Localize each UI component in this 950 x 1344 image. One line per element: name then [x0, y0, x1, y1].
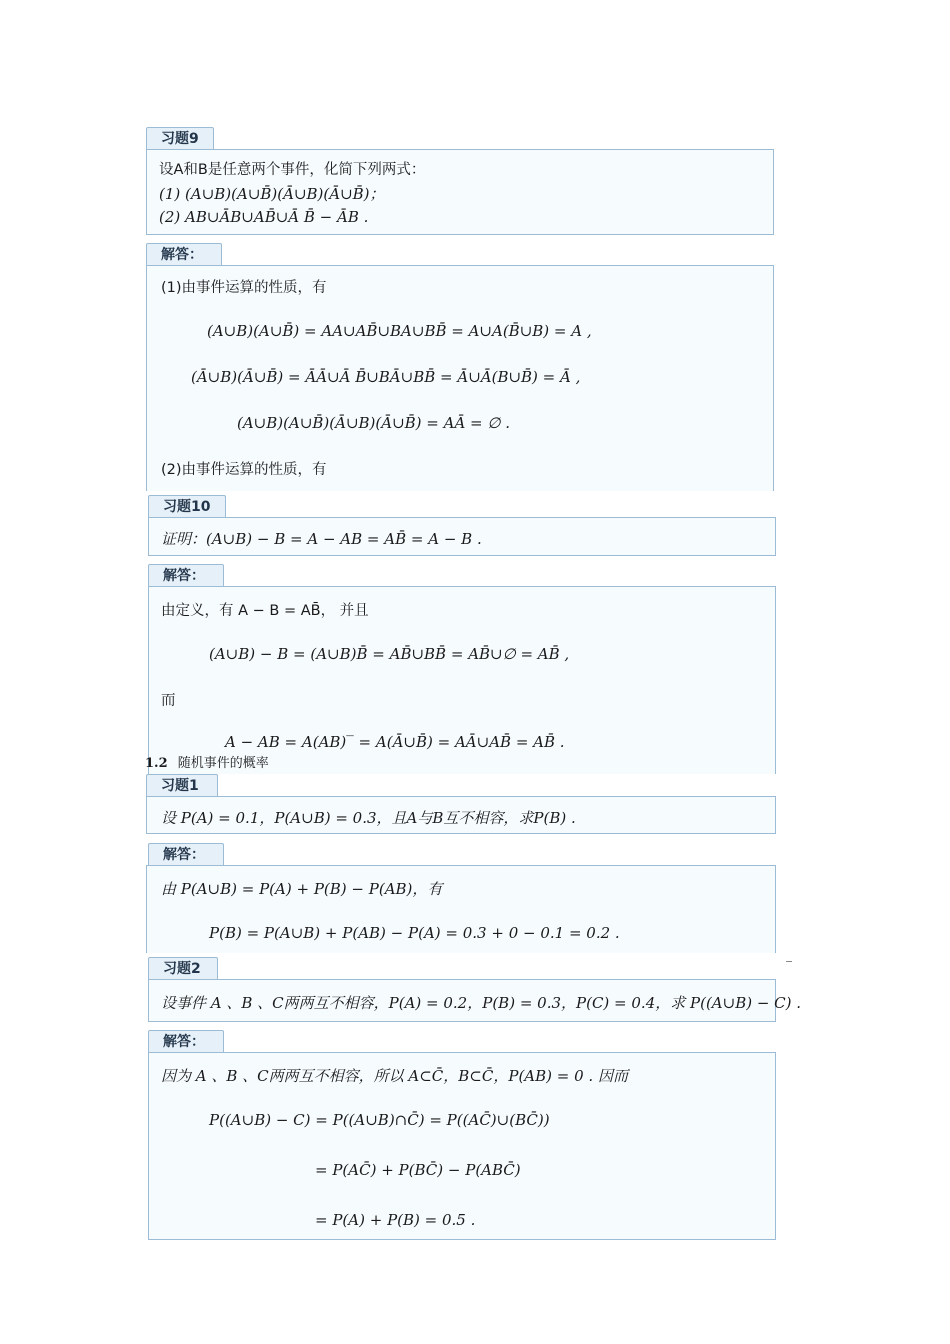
exercise-2-line-1: 设事件 A 、B 、C两两互不相容，P(A) = 0.2，P(B) = 0.3，P(C) = 0.4，求 P((A∪B) − C) . — [161, 994, 802, 1012]
answer-10-math-2: A − AB = A(AB)‾ = A(Ā∪B̄) = AĀ∪AB̄ = AB̄ . — [225, 733, 565, 751]
exercise-1-box — [146, 796, 776, 834]
exercise-10-tab: 习题10 — [148, 495, 226, 517]
exercise-2-tab: 习题2 — [148, 957, 218, 979]
answer-9-line-2: (2)由事件运算的性质，有 — [161, 462, 327, 478]
exercise-9-line-2: (1) (A∪B)(A∪B̄)(Ā∪B)(Ā∪B̄)； — [159, 185, 385, 203]
answer-1-tab: 解答： — [148, 843, 224, 865]
exercise-10-box — [148, 517, 776, 556]
answer-2-math-1: P((A∪B) − C) = P((A∪B)∩C̄) = P((AC̄)∪(BC̄)) — [209, 1111, 550, 1129]
exercise-9-line-3: (2) AB∪ĀB∪AB̄∪Ā B̄ − ĀB . — [159, 208, 369, 226]
answer-10-box — [148, 586, 776, 774]
answer-9-box — [146, 265, 774, 491]
exercise-1-line-1: 设 P(A) = 0.1，P(A∪B) = 0.3，且A与B互不相容，求P(B) . — [161, 809, 576, 827]
answer-9-math-1: (A∪B)(A∪B̄) = AA∪AB̄∪BA∪BB̄ = A∪A(B̄∪B) = A , — [207, 322, 592, 340]
answer-1-line-1: 由 P(A∪B) = P(A) + P(B) − P(AB)，有 — [161, 880, 443, 898]
section-heading — [145, 752, 269, 771]
answer-9-tab: 解答： — [146, 243, 222, 265]
answer-10-math-1: (A∪B) − B = (A∪B)B̄ = AB̄∪BB̄ = AB̄∪∅ = AB̄ , — [209, 645, 570, 663]
exercise-10-line-1: 证明：(A∪B) − B = A − AB = AB̄ = A − B . — [161, 530, 482, 548]
answer-2-math-3: = P(A) + P(B) = 0.5 . — [315, 1211, 476, 1229]
answer-1-math-1: P(B) = P(A∪B) + P(AB) − P(A) = 0.3 + 0 − 0.1 = 0.2 . — [209, 924, 620, 942]
answer-10-tab: 解答： — [148, 564, 224, 586]
answer-2-math-2: = P(AC̄) + P(BC̄) − P(ABC̄) — [315, 1161, 521, 1179]
section-number: 1.2 — [145, 756, 168, 771]
answer-10-line-2: 而 — [161, 693, 176, 709]
answer-1-box — [146, 865, 776, 953]
exercise-2-box — [148, 979, 802, 1022]
answer-2-tab: 解答： — [148, 1030, 224, 1052]
answer-9-math-2: (Ā∪B)(Ā∪B̄) = ĀĀ∪Ā B̄∪BĀ∪BB̄ = Ā∪Ā(B∪B̄) = Ā , — [191, 368, 581, 386]
exercise-9-tab: 习题9 — [146, 127, 214, 149]
exercise-1-tab: 习题1 — [146, 774, 218, 796]
stray-mark — [786, 961, 792, 962]
answer-9-math-3: (A∪B)(A∪B̄)(Ā∪B)(Ā∪B̄) = AĀ = ∅ . — [237, 414, 510, 432]
exercise-9-line-1: 设A和B是任意两个事件，化简下列两式： — [159, 162, 426, 178]
section-title: 随机事件的概率 — [177, 756, 269, 771]
answer-2-line-1: 因为 A 、B 、C两两互不相容，所以 A⊂C̄，B⊂C̄，P(AB) = 0 . 因而 — [161, 1067, 628, 1085]
answer-2-box — [148, 1052, 776, 1240]
exercise-9-box — [146, 149, 774, 235]
answer-10-line-1: 由定义，有 A − B = AB̄， 并且 — [161, 603, 369, 619]
answer-9-line-1: (1)由事件运算的性质，有 — [161, 280, 327, 296]
